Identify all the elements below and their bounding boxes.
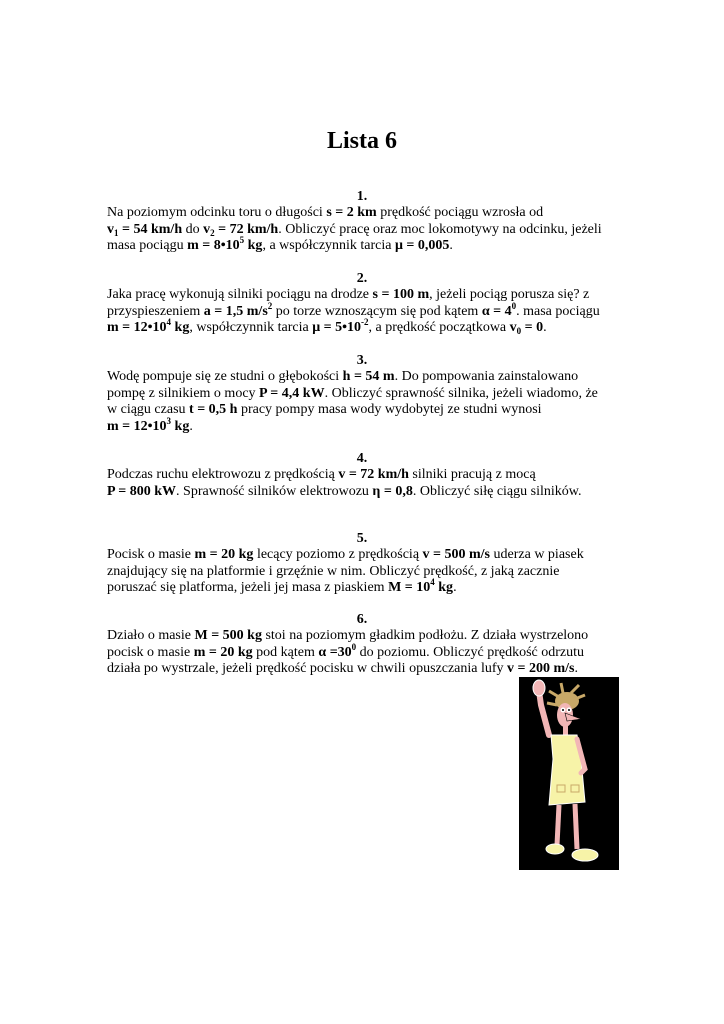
- waving-woman-cartoon-icon: [519, 677, 619, 870]
- problem-text-line: pompę z silnikiem o mocy P = 4,4 kW. Obliczyć sprawność silnika, jeżeli wiadomo, że: [107, 385, 598, 401]
- problem-number: 1.: [356, 189, 368, 204]
- problem-number: 2.: [356, 271, 368, 286]
- problem-1: [107, 188, 617, 255]
- problem-5: [107, 530, 617, 597]
- problem-6: [107, 611, 617, 678]
- problem-text-line: w ciągu czasu t = 0,5 h pracy pompy masa wody wydobytej ze studni wynosi: [107, 402, 542, 417]
- problem-text-line: Wodę pompuje się ze studni o głębokości h = 54 m. Do pompowania zainstalowano: [107, 369, 579, 384]
- problem-text-line: $m = 12•10^3$ kg.: [107, 415, 193, 434]
- problem-3: [107, 352, 617, 435]
- problem-text-line: Jaka pracę wykonują silniki pociągu na drodze s = 100 m, jeżeli pociąg porusza się? z: [107, 287, 590, 302]
- problem-text-line: działa po wystrzale, jeżeli prędkość pocisku w chwili opuszczania lufy v = 200 m/s.: [107, 661, 579, 676]
- problem-4: [107, 450, 617, 500]
- problem-number: 6.: [356, 612, 368, 627]
- problem-text-line: Pocisk o masie m = 20 kg lecący poziomo z prędkością v = 500 m/s uderza w piasek: [107, 547, 584, 562]
- problem-text-line: znajdujący się na platformie i grzęźnie w nim. Obliczyć prędkość, z jaką zacznie: [107, 563, 560, 579]
- problem-text-line: Działo o masie M = 500 kg stoi na poziomym gładkim podłożu. Z działa wystrzelono: [107, 628, 589, 643]
- problem-text-line: $v_1 = 54$ km/h do $v_2 = 72$ km/h. Obliczyć pracę oraz moc lokomotywy na odcinku, jeżeli: [107, 221, 602, 238]
- problem-text-line: przyspieszeniem a = 1,5 $m/s^2$ po torze wznoszącym się pod kątem $\alpha = 4^0$. masa pociągu: [107, 300, 600, 319]
- problem-number: 3.: [356, 353, 368, 368]
- problem-text-line: pocisk o masie m = 20 kg pod kątem $\alpha =30^0$ do poziomu. Obliczyć prędkość odrzutu: [107, 641, 584, 660]
- problem-text-line: P = 800 kW. Sprawność silników elektrowozu η = 0,8. Obliczyć siłę ciągu silników.: [107, 483, 582, 499]
- problem-number: 5.: [356, 531, 368, 546]
- problem-text-line: poruszać się platforma, jeżeli jej masa z piaskiem $M = 10^4$ kg.: [107, 577, 457, 595]
- problem-number: 4.: [356, 451, 368, 466]
- problem-text-line: Podczas ruchu elektrowozu z prędkością v = 72 km/h silniki pracują z mocą: [107, 467, 536, 482]
- problem-text-line: $m = 12•10^4$ kg, współczynnik tarcia $\mu = 5•10^{-2}$, a prędkość początkowa $v_0 = 0$.: [107, 317, 547, 336]
- problem-text-line: Na poziomym odcinku toru o długości s = 2 km prędkość pociągu wzrosła od: [107, 205, 544, 220]
- problem-2: [107, 270, 617, 337]
- problem-text-line: masa pociągu $m = 8•10^5$ kg, a współczynnik tarcia μ = 0,005.: [107, 235, 453, 253]
- page-title: Lista 6: [326, 128, 397, 154]
